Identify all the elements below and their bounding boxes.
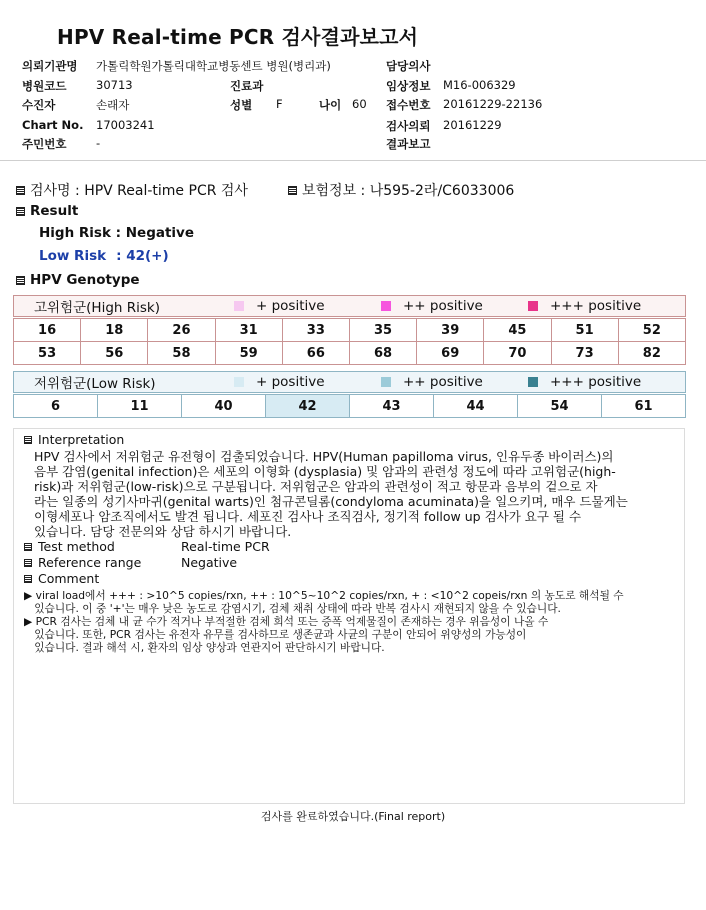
test-method-line — [24, 539, 115, 554]
request-date-value: 20161229 — [443, 118, 502, 132]
comment-line: 있습니다. 결과 해석 시, 환자의 임상 양상과 연관지어 판단하시기 바랍니다. — [24, 641, 385, 654]
checkbox-icon — [24, 575, 32, 583]
age-label: 나이 — [319, 98, 342, 112]
genotype-row — [14, 395, 686, 418]
legend-item — [234, 374, 325, 390]
genotype-cell: 45 — [484, 319, 551, 342]
patient-label: 수진자 — [22, 98, 56, 112]
legend-swatch-plus1 — [234, 377, 244, 387]
genotype-cell: 69 — [417, 342, 484, 365]
genotype-heading-line — [16, 272, 140, 288]
reference-range-label: Reference range — [38, 555, 142, 570]
interpretation-heading-line — [24, 432, 124, 447]
legend-swatch-plus2 — [381, 301, 391, 311]
insurance-info: 보험정보 : 나595-2라/C6033006 — [302, 183, 515, 199]
legend-item — [381, 298, 483, 314]
low-risk-result — [39, 248, 169, 264]
low-risk-label-header: 저위험군(Low Risk) — [34, 376, 156, 392]
interpretation-line: risk)과 저위험군(low-risk)으로 구분됩니다. 저위험군은 암과의 관련성이 적고 항문과 음부의 겉으로 자 — [34, 479, 598, 494]
checkbox-icon — [16, 186, 25, 195]
genotype-cell: 61 — [602, 395, 686, 418]
chart-no-value: 17003241 — [96, 118, 155, 132]
interpretation-line: 있습니다. 담당 전문의와 상담 하시기 바랍니다. — [34, 524, 292, 539]
comment-line: 있습니다. 이 중 '+'는 매우 낮은 농도로 감염시기, 검체 채취 상태에 따라 반복 검사시 재현되지 않을 수 있습니다. — [24, 602, 561, 615]
genotype-cell: 51 — [551, 319, 618, 342]
requester-value: 가톨릭학원가톨릭대학교병동센트 병원(병리과) — [96, 59, 331, 73]
high-risk-label: 고위험군(High Risk) — [34, 300, 160, 316]
sex-value: F — [276, 97, 283, 111]
low-risk-value: : 42(+) — [116, 248, 169, 264]
interpretation-box — [13, 428, 685, 804]
genotype-cell: 44 — [434, 395, 518, 418]
clinical-info-label: 임상정보 — [386, 79, 431, 93]
reference-range-value: Negative — [181, 555, 238, 570]
reference-range-line — [24, 555, 141, 570]
low-risk-legend — [13, 371, 686, 393]
report-title: HPV Real-time PCR 검사결과보고서 — [57, 25, 419, 49]
legend-item — [234, 298, 325, 314]
hospital-code-label: 병원코드 — [22, 79, 67, 93]
legend-item — [528, 298, 641, 314]
checkbox-icon — [24, 559, 32, 567]
checkbox-icon — [16, 276, 25, 285]
low-risk-label: Low Risk — [39, 248, 107, 264]
hospital-code-value: 30713 — [96, 78, 133, 92]
legend-item — [381, 374, 483, 390]
genotype-cell: 73 — [551, 342, 618, 365]
high-risk-legend — [13, 295, 686, 317]
genotype-cell: 54 — [518, 395, 602, 418]
high-risk-table — [13, 318, 686, 365]
checkbox-icon — [24, 436, 32, 444]
header-divider — [0, 160, 706, 161]
legend-text: ++ positive — [403, 298, 483, 314]
exam-name: 검사명 : HPV Real-time PCR 검사 — [30, 183, 248, 199]
result-heading: Result — [30, 203, 79, 219]
comment-line: ▶ viral load에서 +++ : >10^5 copies/rxn, ++ : 10^5~10^2 copies/rxn, + : <10^2 copeis/rxn 의 농도로 해석될 수 — [24, 589, 624, 602]
final-report-status: 검사를 완료하였습니다.(Final report) — [260, 810, 446, 823]
genotype-heading: HPV Genotype — [30, 272, 140, 288]
legend-text: + positive — [256, 374, 325, 390]
genotype-cell: 26 — [148, 319, 215, 342]
report-date-label: 결과보고 — [386, 137, 431, 151]
legend-swatch-plus3 — [528, 377, 538, 387]
genotype-cell: 43 — [350, 395, 434, 418]
comment-heading-line — [24, 571, 99, 586]
genotype-cell: 53 — [14, 342, 81, 365]
genotype-row — [14, 342, 686, 365]
test-method-value: Real-time PCR — [181, 539, 270, 554]
comment-heading: Comment — [38, 571, 100, 586]
genotype-cell: 16 — [14, 319, 81, 342]
comment-line: 있습니다. 또한, PCR 검사는 유전자 유무를 검사하므로 생존균과 사균의 구분이 안되어 위양성의 가능성이 — [24, 628, 527, 641]
genotype-cell: 70 — [484, 342, 551, 365]
patient-value: 손래자 — [96, 98, 130, 112]
resident-no-label: 주민번호 — [22, 137, 67, 151]
genotype-cell: 35 — [349, 319, 416, 342]
comment-line: ▶ PCR 검사는 검체 내 균 수가 적거나 부적절한 검체 희석 또는 증폭 억제물질이 존재하는 경우 위음성이 나올 수 — [24, 615, 549, 628]
genotype-cell: 66 — [282, 342, 349, 365]
genotype-cell: 52 — [618, 319, 685, 342]
department-label: 진료과 — [230, 79, 264, 93]
genotype-cell: 58 — [148, 342, 215, 365]
checkbox-icon — [288, 186, 297, 195]
doctor-label: 담당의사 — [386, 59, 431, 73]
genotype-cell: 82 — [618, 342, 685, 365]
interpretation-line: HPV 검사에서 저위험군 유전형이 검출되었습니다. HPV(Human papilloma virus, 인유두종 바이러스)의 — [34, 449, 614, 464]
high-risk-result: High Risk : Negative — [39, 225, 194, 241]
legend-text: ++ positive — [403, 374, 483, 390]
resident-no-value: - — [96, 136, 101, 150]
genotype-cell: 18 — [81, 319, 148, 342]
clinical-info-value: M16-006329 — [443, 78, 516, 92]
genotype-cell: 59 — [215, 342, 282, 365]
genotype-cell: 56 — [81, 342, 148, 365]
interpretation-line: 라는 일종의 성기사마귀(genital warts)인 첨규콘딜롬(condyloma acuminata)을 일으키며, 매우 드물게는 — [34, 494, 628, 509]
genotype-cell: 39 — [417, 319, 484, 342]
interpretation-heading: Interpretation — [38, 432, 125, 447]
legend-swatch-plus3 — [528, 301, 538, 311]
low-risk-table — [13, 394, 686, 418]
legend-text: + positive — [256, 298, 325, 314]
genotype-cell: 40 — [182, 395, 266, 418]
interpretation-line: 이형세포나 암조직에서도 발견 됩니다. 세포진 검사나 조직검사, 정기적 follow up 검사가 요구 될 수 — [34, 509, 582, 524]
interpretation-line: 음부 감염(genital infection)은 세포의 이형화 (dysplasia) 및 암과의 관련성 정도에 따라 고위험군(high- — [34, 464, 616, 479]
chart-no-label: Chart No. — [22, 118, 84, 132]
insurance-line — [288, 180, 514, 200]
legend-item — [528, 374, 641, 390]
receipt-no-label: 접수번호 — [386, 98, 431, 112]
age-value: 60 — [352, 97, 367, 111]
genotype-cell: 33 — [282, 319, 349, 342]
checkbox-icon — [24, 543, 32, 551]
requester-label: 의뢰기관명 — [22, 59, 78, 73]
genotype-cell: 68 — [349, 342, 416, 365]
genotype-cell: 31 — [215, 319, 282, 342]
legend-text: +++ positive — [550, 374, 642, 390]
genotype-cell: 6 — [14, 395, 98, 418]
receipt-no-value: 20161229-22136 — [443, 97, 543, 111]
genotype-row — [14, 319, 686, 342]
genotype-cell: 42 — [266, 395, 350, 418]
legend-text: +++ positive — [550, 298, 642, 314]
checkbox-icon — [16, 207, 25, 216]
legend-swatch-plus2 — [381, 377, 391, 387]
exam-name-line — [16, 180, 248, 200]
sex-label: 성별 — [230, 98, 253, 112]
legend-swatch-plus1 — [234, 301, 244, 311]
request-date-label: 검사의뢰 — [386, 119, 431, 133]
genotype-cell: 11 — [98, 395, 182, 418]
result-heading-line — [16, 203, 78, 219]
test-method-label: Test method — [38, 539, 115, 554]
